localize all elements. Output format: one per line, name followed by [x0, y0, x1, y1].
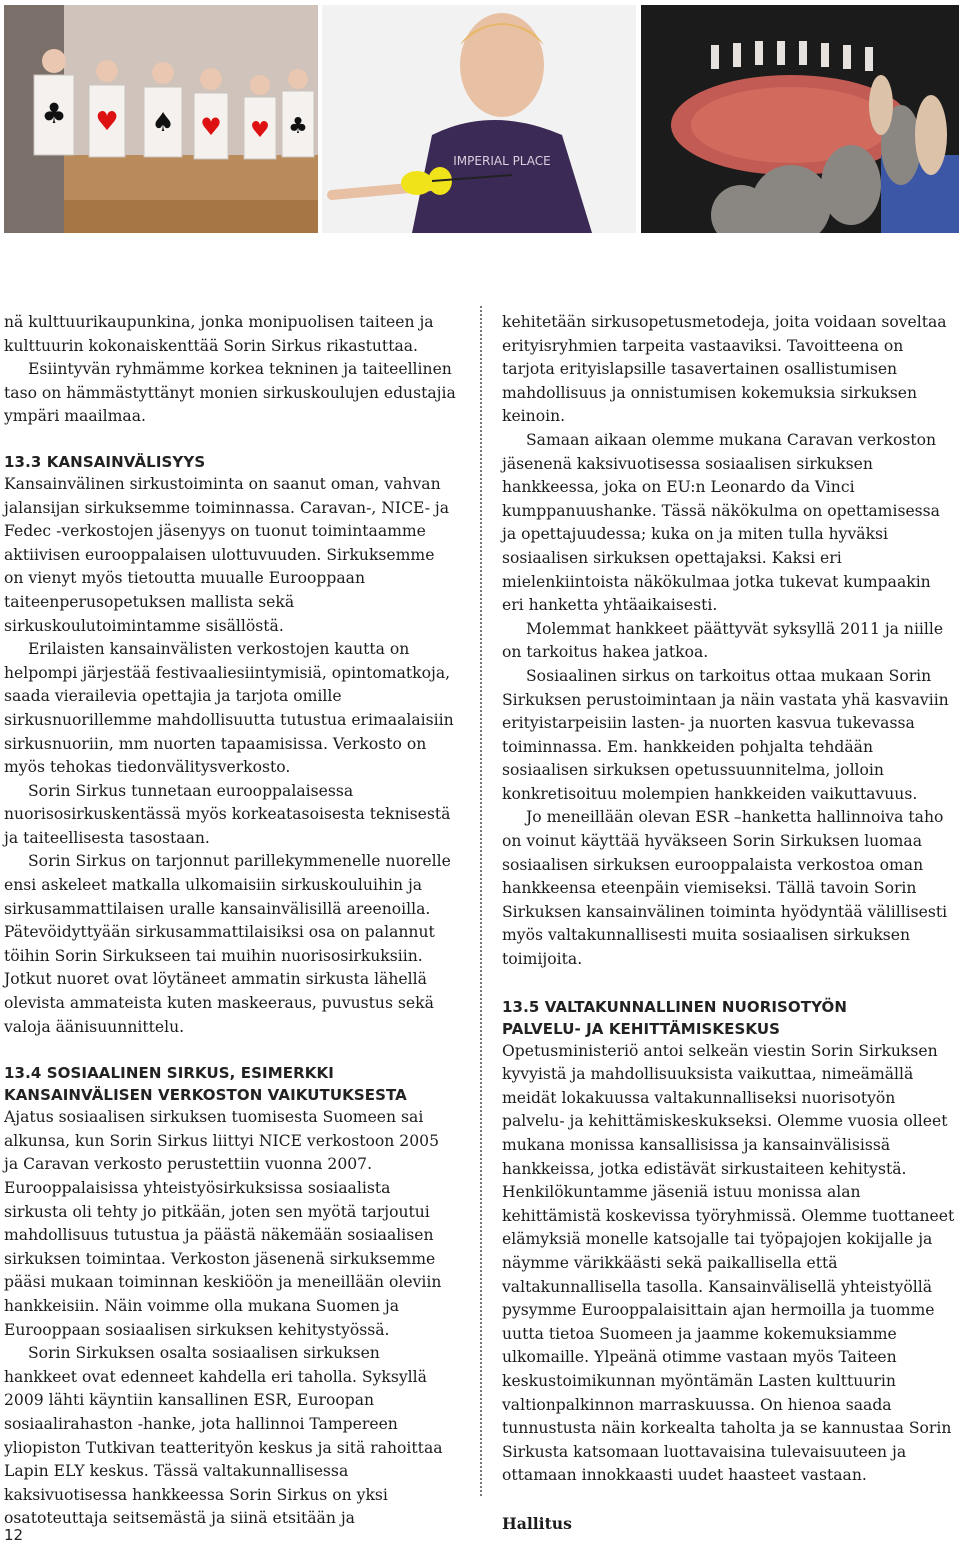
body-paragraph: Kansainvälinen sirkustoiminta on saanut oman, vahvan jalansijan sirkuksemme toiminnassa. Caravan-, NICE- ja Fedec -verkostojen jäsenyys on tuonut toimintaamme aktiivisen eurooppalaisen ulottuvuuden. Sirkuksemme on vienyt myös tietoutta muualle Eurooppaan taiteenperusopetuksen mallista sekä sirkuskoulutoimintamme sisällöstä.: [4, 474, 450, 635]
photo-juggler-diabolo: [322, 5, 636, 233]
svg-text:♥: ♥: [250, 118, 270, 143]
photo-children-card-costumes: [4, 5, 318, 233]
svg-text:IMPERIAL PLACE: IMPERIAL PLACE: [453, 154, 551, 168]
body-paragraph: Sorin Sirkuksen osalta sosiaalisen sirkuksen hankkeet ovat edenneet kahdella eri taholla. Syksyllä 2009 lähti käyntiin kansallinen ESR, Euroopan sosiaalirahaston -hanke, jota hallinnoi Tampereen yliopiston Tutkivan teatterityön keskus ja sitä rahoittaa Lapin ELY keskus. Tässä valtakunnallisessa kaksivuotisessa hankkeessa Sorin Sirkus on yksi osatoteuttaja seitsemästä ja siinä etsitään ja: [4, 1344, 443, 1528]
svg-text:♣: ♣: [288, 114, 308, 139]
intro-paragraph: nä kulttuurikaupunkina, jonka monipuolisen taiteen ja kulttuurin kokonaiskenttää Sorin Sirkus rikastuttaa.: [4, 313, 434, 355]
page-number: 12: [4, 1526, 24, 1544]
svg-text:♥: ♥: [200, 113, 222, 141]
section-heading-line: 13.5 VALTAKUNNALLINEN NUORISOTYÖN: [502, 997, 848, 1016]
right-column: [502, 311, 956, 1536]
signature: Hallitus: [502, 1513, 572, 1533]
body-paragraph: Samaan aikaan olemme mukana Caravan verkoston jäsenenä kaksivuotisessa sosiaalisen sirkuksen hankkeessa, joka on EU:n Leonardo da Vinci kumppanuushanke. Tässä näkökulma on opettamisessa ja opettajuudessa; kuka on ja miten tulla hyväksi sosiaalisen sirkuksen opettajaksi. Kaksi eri mielenkiintoista näkökulmaa jotka tukevat kumpaakin eri hanketta yhtäaikaisesti.: [502, 430, 940, 615]
body-paragraph: kehitetään sirkusopetusmetodeja, joita voidaan soveltaa erityisryhmien tarpeita vastaaviksi. Tavoitteena on tarjota erityislapsille tasavertainen osallistumisen mahdollisuus ja onnistumisen kokemuksia sirkuksen keinoin.: [502, 313, 947, 426]
photo-circus-ring-audience: [641, 5, 959, 233]
section-heading-line: PALVELU- JA KEHITTÄMISKESKUS: [502, 1019, 781, 1038]
section-heading-line: 13.4 SOSIAALINEN SIRKUS, ESIMERKKI: [4, 1064, 334, 1083]
section-heading-line: KANSAINVÄLISEN VERKOSTON VAIKUTUKSESTA: [4, 1086, 407, 1105]
section-heading: 13.3 KANSAINVÄLISYYS: [4, 452, 206, 471]
left-column: [4, 311, 456, 1531]
column-divider: [480, 306, 482, 1496]
body-paragraph: Sosiaalinen sirkus on tarkoitus ottaa mukaan Sorin Sirkuksen perustoimintaan ja näin vastata yhä kasvaviin erityistarpeisiin lasten- ja nuorten kasvua tukevassa toiminnassa. Em. hankkeiden pohjalta tehdään sosiaalisen sirkuksen opetussuunnitelma, jolloin konkretisoituu molempien hankkeiden vaikuttavuus.: [502, 666, 949, 803]
body-paragraph: Sorin Sirkus on tarjonnut parillekymmenelle nuorelle ensi askeleet matkalla ulkomaisiin sirkuskouluihin ja sirkusammattilaisen uralle kansainvälisillä areenoilla. Pätevöidyttyään sirkusammattilaisiksi osa on palannut töihin Sorin Sirkukseen tai muihin nuorisosirkuksiin. Jotkut nuoret ovat löytäneet ammatin sirkusta lähellä olevista ammateista kuten maskeeraus, puvustus sekä valoja äänisuunnittelu.: [4, 852, 451, 1036]
section-heading: [502, 996, 956, 1040]
svg-text:♥: ♥: [95, 107, 119, 137]
body-paragraph: Molemmat hankkeet päättyvät syksyllä 2011 ja niille on tarkoitus hakea jatkoa.: [502, 619, 944, 662]
body-paragraph: Erilaisten kansainvälisten verkostojen kautta on helpompi järjestää festivaaliesiintymisiä, opintomatkoja, saada vierailevia opettajia ja tarjota omille sirkusnuorillemme mahdollisuutta tutustua erimaalaisiin sirkusnuoriin, mm nuorten tapaamisissa. Verkosto on myös tehokas tiedonvälitysverkosto.: [4, 640, 454, 777]
body-paragraph: Jo meneillään olevan ESR –hanketta hallinnoiva taho on voinut käyttää hyväkseen Sorin Sirkuksen luomaa sosiaalisen sirkuksen eurooppalaista verkostoa oman hankkeensa eteenpäin viemiseksi. Tällä tavoin Sorin Sirkuksen kansainvälinen toiminta hyödyntää välillisesti myös valtakunnallisesti muita sosiaalisen sirkuksen toimijoita.: [502, 808, 948, 969]
intro-paragraph: Esiintyvän ryhmämme korkea tekninen ja taiteellinen taso on hämmästyttänyt monien sirkuskoulujen edustajia ympäri maailmaa.: [4, 360, 456, 426]
body-paragraph: Sorin Sirkus tunnetaan eurooppalaisessa nuorisosirkuskentässä myös korkeatasoisesta teknisestä ja taiteellisesta tasostaan.: [4, 781, 451, 847]
body-paragraph: Opetusministeriö antoi selkeän viestin Sorin Sirkuksen kyvyistä ja mahdollisuuksista vaikuttaa, nimeämällä meidät lokakuussa valtakunnalliseksi nuorisotyön palvelu- ja kehittämiskeskukseksi. Olemme vuosia olleet mukana monissa kansallisissa ja kansainvälisissä hankkeissa, jotka edistävät sirkustaiteen kehitystä. Henkilökuntamme jäseniä istuu monissa alan kehittämistä koskevissa työryhmissä. Olemme tuottaneet elämyksiä monelle katsojalle tai työpajojen kokijalle ja näymme värikkäästi sekä paikallisella että valtakunnallisella tasolla. Kansainvälisellä yhteistyöllä pysymme Eurooppalaisittain ajan hermoilla ja tuomme uutta tietoa Suomeen ja jaamme kokemuksiamme ulkomaille. Ylpeänä otimme vastaan myös Taiteen keskustoimikunnan myöntämän Lasten kulttuurin valtionpalkinnon marraskuussa. On hienoa saada tunnustusta näin korkealta taholta ja se kannustaa Sorin Sirkusta katsomaan luottavaisina tulevaisuuteen ja ottamaan innokkaasti uudet haasteet vastaan.: [502, 1041, 955, 1485]
body-paragraph: Ajatus sosiaalisen sirkuksen tuomisesta Suomeen sai alkunsa, kun Sorin Sirkus liittyi NICE verkostoon 2005 ja Caravan verkosto perustettiin vuonna 2007. Eurooppalaisissa yhteistyösirkuksissa sosiaalista sirkusta oli tehty jo pitkään, joten sen myötä tarjoutui mahdollisuus tutustua ja päästä näkemään sosiaalisen sirkuksen toimintaa. Verkoston jäsenenä sirkuksemme pääsi mukaan toiminnan keskiöön ja meneillään oleviin hankkeisiin. Näin voimme olla mukana Suomen ja Eurooppaan sosiaalisen sirkuksen kehitystyössä.: [4, 1108, 442, 1339]
svg-text:♣: ♣: [41, 97, 67, 130]
svg-text:♠: ♠: [151, 108, 175, 138]
section-heading: [4, 1062, 456, 1106]
